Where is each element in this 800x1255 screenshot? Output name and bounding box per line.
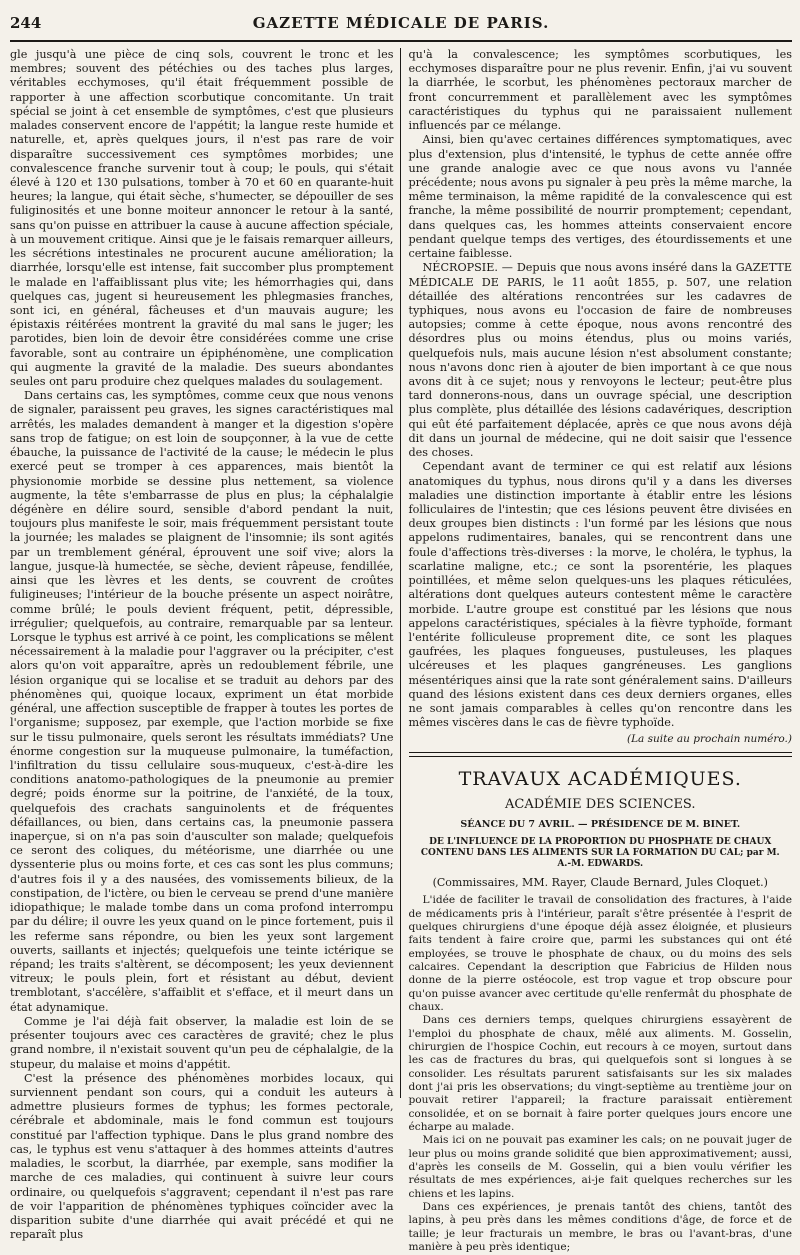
paragraph: Comme je l'ai déjà fait observer, la maladie est loin de se présenter toujours avec ces caractères de gravité; chez le plus grand nombre, il n'existait souvent qu'un peu de céphalalgie, de la stupeur, du malaise et moins d'appétit. [10,1014,394,1071]
commission-line: (Commissaires, MM. Rayer, Claude Bernard, Jules Cloquet.) [432,876,768,890]
paragraph: C'est la présence des phénomènes morbides locaux, qui surviennent pendant son cours, qui a conduit les auteurs à admettre plusieurs formes de typhus; les formes pectorale, cérébrale et abdominale, mais le fond commun est toujours constitué par l'affection typhique. Dans le plus grand nombre des cas, le typhus est venu s'attaquer à des hommes atteints d'autres maladies, le scorbut, la diarrhée, par exemple, sans modifier la marche de ces maladies, qui continuent à suivre leur cours ordinaire, ou quelquefois s'aggravent; cependant il n'est pas rare de voir l'apparition de phénomènes typhiques coïncider avec la disparition subite d'une diarrhée qui avait précédé et qui ne reparaît plus [10,1071,394,1242]
page-number: 244 [10,14,42,32]
memoir-title: DE L'INFLUENCE DE LA PROPORTION DU PHOSPHATE DE CHAUX CONTENU DANS LES ALIMENTS SUR LA FORMATION DU CAL; par M. A.-M. EDWARDS. [420,836,780,870]
journal-title: GAZETTE MÉDICALE DE PARIS. [252,14,550,32]
section-title: TRAVAUX ACADÉMIQUES. [458,767,742,790]
left-column [10,48,401,1242]
text-columns [10,48,792,1254]
paragraph: Dans ces expériences, je prenais tantôt des chiens, tantôt des lapins, à peu près dans les mêmes conditions d'âge, de force et de taille; je leur fracturais un membre, le bras ou l'avant-bras, d'une manière à peu près identique; [408,1201,792,1254]
session-line: SÉANCE DU 7 AVRIL. — PRÉSIDENCE DE M. BINET. [460,819,741,831]
paragraph: Cependant avant de terminer ce qui est relatif aux lésions anatomiques du typhus, nous dirons qu'il y a dans les diverses maladies une distinction importante à établir entre les lésions folliculaires de l'intestin; que ces lésions peuvent être divisées en deux groupes bien distincts : l'un formé par les lésions que nous appelons rudimentaires, banales, qui se rencontrent dans une foule d'affections très-diverses : la morve, le choléra, le typhus, la scarlatine maligne, etc.; ce sont la psorentérie, les plaques pointillées, et même selon quelques-uns les plaques réticulées, altérations dont quelques auteurs contestent même le caractère morbide. L'autre groupe est constitué par les lésions que nous appelons caractéristiques, spéciales à la fièvre typhoïde, formant l'entérite folliculeuse proprement dite, ce sont les plaques gaufrées, les plaques fongueuses, pustuleuses, les plaques ulcéreuses et les plaques gangréneuses. Les ganglions mésentériques ainsi que la rate sont généralement sains. D'ailleurs quand des lésions existent dans ces deux derniers organes, elles ne sont jamais comparables à celles qu'on rencontre dans les mêmes viscères dans le cas de fièvre typhoïde. [408,460,792,730]
to-be-continued: (La suite au prochain numéro.) [626,732,792,745]
page-header [10,14,792,42]
section-divider [409,752,793,757]
paragraph: Mais ici on ne pouvait pas examiner les cals; on ne pouvait juger de leur plus ou moins grande solidité que bien approximativement; aussi, d'après les conseils de M. Gosselin, qui a bien voulu vérifier les résultats de mes expériences, ai-je fait quelques recherches sur les chiens et les lapins. [408,1134,792,1200]
paragraph: Ainsi, bien qu'avec certaines différences symptomatiques, avec plus d'extension, plus d'intensité, le typhus de cette année offre une grande analogie avec ce que nous avons vu l'année précédente; nous avons pu signaler à peu près la même marche, la même terminaison, la même rapidité de la convalescence qui est franche, la même possibilité de nourrir promptement; cependant, dans quelques cas, les hommes atteints conservaient encore pendant quelque temps des vertiges, des étourdissements et une certaine faiblesse. [408,133,792,261]
paragraph: Dans certains cas, les symptômes, comme ceux que nous venons de signaler, paraissent peu graves, les signes caractéristiques mal arrêtés, les malades demandent à manger et la digestion s'opère sans trop de fatigue; on est loin de soupçonner, à la vue de cette ébauche, la puissance de l'activité de la cause; le médecin le plus exercé peut se tromper à ces apparences, mais bientôt la physionomie morbide se dessine plus nettement, sa violence augmente, la tête s'embarrasse de plus en plus; la céphalalgie dégénère en délire sourd, sensible d'abord pendant la nuit, toujours plus manifeste le soir, mais fréquemment persistant toute la journée; les malades se plaignent de l'insomnie; ils sont agités par un tremblement général, éprouvent une soif vive; alors la langue, jusque-là humectée, se sèche, devient râpeuse, fendillée, ainsi que les lèvres et les dents, se couvrent de croûtes fuligineuses; l'intérieur de la bouche présente un aspect noirâtre, comme brûlé; le pouls devient fréquent, petit, dépressible, irrégulier; quelquefois, au contraire, remarquable par sa lenteur. Lorsque le typhus est arrivé à ce point, les complications se mêlent nécessairement à la maladie pour l'aggraver ou la précipiter, c'est alors qu'on voit apparaître, après un redoublement fébrile, une lésion organique qui se localise et se traduit au dehors par des phénomènes qui, quoique locaux, expriment un état morbide général, une affection susceptible de frapper à toutes les portes de l'organisme; supposez, par exemple, que l'action morbide se fixe sur le tissu pulmonaire, quels seront les résultats immédiats? Une énorme congestion sur la muqueuse pulmonaire, la tuméfaction, l'infiltration du tissu cellulaire sous-muqueux, c'est-à-dire les conditions anatomo-pathologiques de la pneumonie au premier degré; poids énorme sur la poitrine, de l'anxiété, de la toux, quelquefois des crachats sanguinolents et de fréquentes défaillances, ou bien, dans certains cas, la pneumonie passera inaperçue, si on n'a pas soin d'ausculter son malade; quelquefois ce seront des coliques, du météorisme, une diarrhée ou une dyssenterie plus ou moins forte, et ces cas sont les plus communs; d'autres fois il y a des nausées, des vomissements bilieux, de la constipation, de l'ictère, ou bien le cerveau se prend d'une manière idiopathique; le malade tombe dans un coma profond interrompu par du délire; il ouvre les yeux quand on le pince fortement, puis il les referme sans répondre, ou bien les yeux sont largement ouverts, saillants et injectés; quelquefois une teinte ictérique se répand; les traits s'altèrent, se décomposent; les yeux deviennent vitreux; le pouls plein, fort et résistant au début, devient tremblotant, s'accélère, s'affaiblit et s'efface, et il meurt dans un état adynamique. [10,389,394,1014]
necropsy-paragraph: NÉCROPSIE. — Depuis que nous avons inséré dans la GAZETTE MÉDICALE DE PARIS, le 11 août 1855, p. 507, une relation détaillée des altérations rencontrées sur les cadavres de typhiques, nous avons eu l'occasion de faire de nombreuses autopsies; comme à cette époque, nous avons rencontré des désordres plus ou moins étendus, plus ou moins variés, quelquefois nuls, mais aucune lésion n'est absolument constante; nous n'avons donc rien à ajouter de bien important à ce que nous avons dit à ce sujet; nous y renvoyons le lecteur; peut-être plus tard donnerons-nous, dans un ouvrage spécial, une description plus complète, plus détaillée des lésions cadavériques, description qui eût été parfaitement déplacée, après ce que nous avons déjà dit dans un journal de médecine, qui ne doit saisir que l'essence des choses. [408,261,792,460]
paragraph: qu'à la convalescence; les symptômes scorbutiques, les ecchymoses disparaître pour ne plus revenir. Enfin, j'ai vu souvent la diarrhée, le scorbut, les phénomènes pectoraux marcher de front concurremment et parallèlement avec les symptômes caractéristiques du typhus qui ne paraissaient nullement influencés par ce mélange. [408,48,792,133]
paragraph: L'idée de faciliter le travail de consolidation des fractures, à l'aide de médicaments pris à l'intérieur, paraît s'être présentée à l'esprit de quelques chirurgiens d'une époque déjà assez éloignée, et plusieurs faits tendent à faire croire que, parmi les substances qui ont été employées, se trouve le phosphate de chaux, ou du moins des sels calcaires. Cependant la description que Fabricius de Hilden nous donne de la pierre ostéocole, est trop vague et trop obscure pour qu'on puisse avancer avec certitude qu'elle renfermât du phosphate de chaux. [408,894,792,1013]
academy-name: ACADÉMIE DES SCIENCES. [504,796,696,812]
academy-text [409,894,793,1254]
paragraph: gle jusqu'à une pièce de cinq sols, couvrent le tronc et les membres; souvent des pétéchies ou des taches plus larges, véritables ecchymoses, qu'il était fréquemment possible de rapporter à une affection scorbutique concomitante. Un trait spécial se joint à cet ensemble de symptômes, c'est que plusieurs malades conservent encore de l'appétit; la langue reste humide et naturelle, et, après quelques jours, il n'est pas rare de voir disparaître successivement ces symptômes morbides; une convalescence franche survenir tout à coup; le pouls, qui s'était élevé à 120 et 130 pulsations, tomber à 70 et 60 en quarante-huit heures; la langue, qui était sèche, s'humecter, se dépouiller de ses fuliginosités et une bonne moiteur annoncer le retour à la santé, sans qu'on puisse en attribuer la cause à aucune affection spéciale, à un mouvement critique. Ainsi que je le faisais remarquer ailleurs, les sécrétions intestinales ne procurent aucune amélioration; la diarrhée, lorsqu'elle est intense, fait succomber plus promptement le malade en l'affaiblissant plus vite; les hémorrhagies qui, dans quelques cas, jugent si heureusement les phlegmasies franches, sont ici, en général, fâcheuses et d'un mauvais augure; les épistaxis réitérées montrent la gravité du mal sans le juger; les parotides, bien loin de devoir être considérées comme une crise favorable, sont au contraire un épiphénomène, une complication qui augmente la gravité de la maladie. Des sueurs abondantes seules ont paru produire chez quelques malades du soulagement. [10,48,394,389]
paragraph: Dans ces derniers temps, quelques chirurgiens essayèrent de l'emploi du phosphate de chaux, mêlé aux aliments. M. Gosselin, chirurgien de l'hospice Cochin, eut recours à ce moyen, surtout dans les cas de fractures du bras, qui quelquefois sont si longues à se consolider. Les résultats parurent satisfaisants sur les six malades dont j'ai pris les observations; du vingt-septième au trentième jour on pouvait retirer l'appareil; la fracture paraissait entièrement consolidée, et on se bornait à faire porter quelques jours encore une écharpe au malade. [408,1014,792,1134]
right-column [401,48,793,1254]
